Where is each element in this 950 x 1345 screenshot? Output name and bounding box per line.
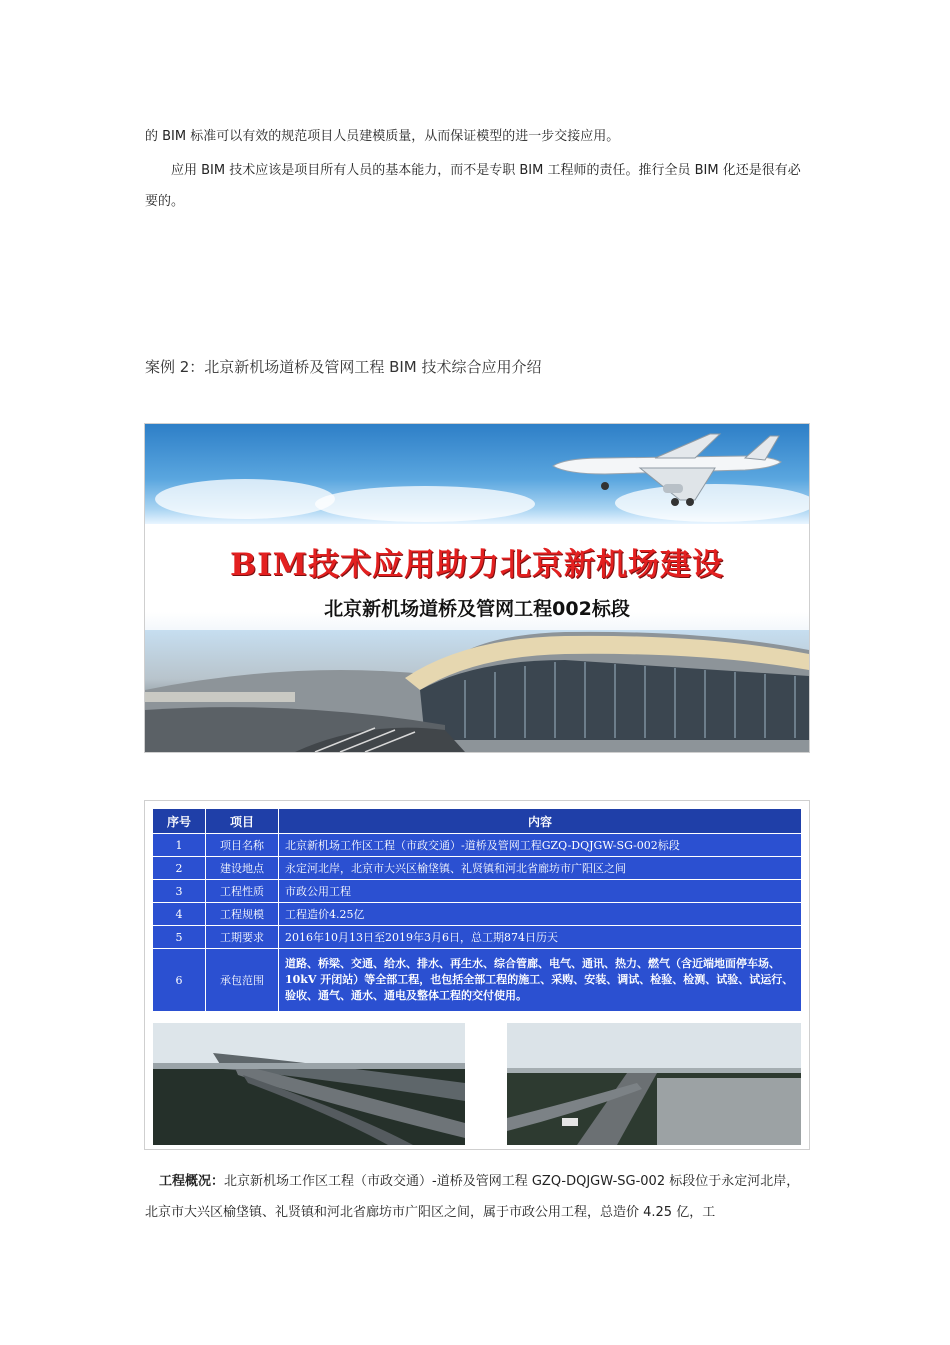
- row-no: 4: [153, 903, 206, 926]
- row-item: 工程规模: [206, 903, 279, 926]
- bridge-render-illustration: [507, 1023, 801, 1145]
- row-item: 承包范围: [206, 949, 279, 1012]
- table-row: [153, 903, 802, 926]
- project-info-image: [144, 800, 810, 1150]
- row-content: 2016年10月13日至2019年3月6日，总工期874日历天: [279, 926, 802, 949]
- bridge-render-right: [507, 1023, 801, 1145]
- banner-title-area: [145, 524, 809, 634]
- row-item: 建设地点: [206, 857, 279, 880]
- airport-terminal-image: [145, 630, 809, 752]
- row-no: 1: [153, 834, 206, 857]
- row-no: 3: [153, 880, 206, 903]
- bridge-render-left: [153, 1023, 465, 1145]
- table-row: [153, 857, 802, 880]
- banner-image: [144, 423, 810, 753]
- row-content: 北京新机场工作区工程（市政交通）-道桥及管网工程GZQ-DQJGW-SG-002标段: [279, 834, 802, 857]
- bridge-render-illustration: [153, 1023, 465, 1145]
- row-content: 道路、桥梁、交通、给水、排水、再生水、综合管廊、电气、通讯、热力、燃气（含近端地面停车场、10kV 开闭站）等全部工程，也包括全部工程的施工、采购、安装、调试、检验、检测、试验、试运行、验收、通气、通水、通电及整体工程的交付使用。: [279, 949, 802, 1012]
- row-no: 5: [153, 926, 206, 949]
- paragraph-bim-all-staff: 应用 BIM 技术应该是项目所有人员的基本能力，而不是专职 BIM 工程师的责任。推行全员 BIM 化还是很有必要的。: [145, 163, 801, 209]
- banner-title: BIM技术应用助力北京新机场建设: [229, 547, 725, 583]
- row-no: 6: [153, 949, 206, 1012]
- row-item: 工程性质: [206, 880, 279, 903]
- row-content: 永定河北岸，北京市大兴区榆垡镇、礼贤镇和河北省廊坊市广阳区之间: [279, 857, 802, 880]
- project-info-table: [152, 808, 802, 1012]
- header-item: 项目: [206, 809, 279, 834]
- row-item: 工期要求: [206, 926, 279, 949]
- table-row: [153, 949, 802, 1012]
- overview-body: 北京新机场工作区工程（市政交通）-道桥及管网工程 GZQ-DQJGW-SG-002 标段位于永定河北岸，北京市大兴区榆垡镇、礼贤镇和河北省廊坊市广阳区之间，属于市政公用工程，总造价 4.25 亿，工: [145, 1174, 800, 1220]
- paragraph-bim-standard: 的 BIM 标准可以有效的规范项目人员建模质量，从而保证模型的进一步交接应用。: [145, 129, 620, 144]
- row-content: 市政公用工程: [279, 880, 802, 903]
- table-row: [153, 926, 802, 949]
- overview-label: 工程概况：: [159, 1174, 225, 1189]
- table-row: [153, 880, 802, 903]
- header-no: 序号: [153, 809, 206, 834]
- row-content: 工程造价4.25亿: [279, 903, 802, 926]
- case-heading: 案例 2：北京新机场道桥及管网工程 BIM 技术综合应用介绍: [145, 358, 542, 376]
- table-row: [153, 834, 802, 857]
- row-item: 项目名称: [206, 834, 279, 857]
- paragraph-overview: [145, 1166, 807, 1228]
- row-no: 2: [153, 857, 206, 880]
- banner-subtitle: 北京新机场道桥及管网工程002标段: [324, 598, 630, 620]
- airplane-icon: [545, 428, 785, 513]
- header-content: 内容: [279, 809, 802, 834]
- terminal-illustration: [145, 630, 809, 752]
